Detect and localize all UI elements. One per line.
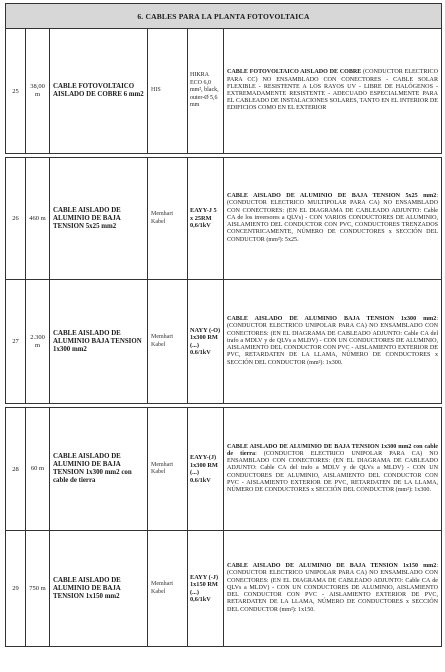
item-description (224, 408, 442, 531)
table-row (6, 408, 442, 531)
item-name: CABLE AISLADO DE ALUMINIO BAJA TENSION 1x300 mm2 (50, 280, 148, 404)
item-model: EAYY-(J) 1x300 RM (...) 0.6/1kV (188, 408, 224, 531)
description-heading: CABLE AISLADO DE ALUMINIO DE BAJA TENSION 1x150 mm2 (227, 563, 437, 570)
item-name: CABLE AISLADO DE ALUMINIO DE BAJA TENSION 1x300 mm2 con cable de tierra (50, 408, 148, 531)
item-number: 27 (6, 280, 26, 404)
description-heading: CABLE FOTOVOLTAICO AISLADO DE COBRE (227, 69, 362, 76)
item-description (224, 280, 442, 404)
item-quantity: 2.300 m (26, 280, 50, 404)
item-name: CABLE FOTOVOLTAICO AISLADO DE COBRE 6 mm2 (50, 29, 148, 154)
item-model: HIKRA ECO 6,0 mm², black, outer-Ø 5,6 mm (188, 29, 224, 154)
table-row (6, 280, 442, 404)
item-number: 25 (6, 29, 26, 154)
description-heading: CABLE AISLADO DE ALUMINIO DE BAJA TENSION 5x25 mm2 (227, 193, 437, 200)
item-quantity: 60 m (26, 408, 50, 531)
description-text: : (CONDUCTOR ELECTRICO MULTIPOLAR PARA CA) NO ENSAMBLADO CON CONECTORES: (EN EL DIAGRAMA DE CABLEADO ADJUNTO: Cable CA de los inversores a QLVs) - CON VARIOS CONDUCTORES DE ALUMINIO, AISLAMIENTO DEL CONDUCTOR CON PVC, CONDUCTORES TRENZADOS CONCENTRICAMENTE, NÚMERO DE CONDUCTORES x SECCIÓN DEL CONDUCTOR (mm²): 5x25. (227, 193, 439, 243)
item-model: EAYY (-J) 1x150 RM (...) 0,6/1kV (188, 531, 224, 647)
table-row (6, 531, 442, 647)
description-text: : (CONDUCTOR ELECTRICO UNIPOLAR PARA CA) NO ENSAMBLADO CON CONECTORES: (EN EL DIAGRAMA DE CABLEADO ADJUNTO: Cable CA del trafo a MDLV y de QLVs a MLDV) - CON UN CONDUCTORES DE ALUMINIO, AISLAMIENTO DEL CONDUCTOR CON PVC - AISLAMIENTO EXTERIOR DE PVC, RETARDATEN DE LA LLAMA, NÚMERO DE CONDUCTORES x SECCIÓN DEL CONDUCTOR (mm²): 1x300. (227, 316, 439, 366)
item-brand: Memhart Kabel (148, 531, 188, 647)
item-model: EAYY-J 5 x 25RM 0,6/1kV (188, 158, 224, 280)
item-number: 28 (6, 408, 26, 531)
description-heading: CABLE AISLADO DE ALUMINIO DE BAJA TENSION 1x300 mm2 con cable de tierra (227, 443, 439, 457)
description-heading: CABLE AISLADO DE ALUMINIO BAJA TENSION 1x300 mm2 (227, 316, 437, 323)
description-text: : (CONDUCTOR ELECTRICO UNIPOLAR PARA CA) NO ENSAMBLADO CON CONECTORES: (EN EL DIAGRAMA DE CABLEADO ADJUNTO: Cable CA de QLVs a MLDV) - CON UN CONDUCTORES DE ALUMINIO, AISLAMIENTO DEL CONDUCTOR CON PVC - AISLAMIENTO EXTERIOR DE PVC, RETARDATEN DE LA LLAMA, NÚMERO DE CONDUCTORES x SECCIÓN DEL CONDUCTOR (mm²): 1x150. (227, 563, 439, 613)
item-quantity: 38,00 m (26, 29, 50, 154)
item-description (224, 531, 442, 647)
item-number: 29 (6, 531, 26, 647)
item-description (224, 158, 442, 280)
item-description (224, 29, 442, 154)
item-brand: Memhart Kabel (148, 408, 188, 531)
item-model: NAYY (-O) 1x300 RM (...) 0.6/1kV (188, 280, 224, 404)
table-row (6, 158, 442, 280)
item-quantity: 750 m (26, 531, 50, 647)
item-brand: Memhart Kabel (148, 158, 188, 280)
item-quantity: 460 m (26, 158, 50, 280)
cables-table (5, 3, 442, 647)
table-row (6, 29, 442, 154)
item-brand: HIS (148, 29, 188, 154)
item-number: 26 (6, 158, 26, 280)
section-title: 6. CABLES PARA LA PLANTA FOTOVOLTAICA (6, 4, 442, 29)
item-name: CABLE AISLADO DE ALUMINIO DE BAJA TENSION 5x25 mm2 (50, 158, 148, 280)
item-name: CABLE AISLADO DE ALUMINIO DE BAJA TENSION 1x150 mm2 (50, 531, 148, 647)
description-text: (CONDUCTOR ELECTRICO PARA CC) NO ENSAMBLADO CON CONECTORES - CABLE SOLAR FLEXIBLE - RESISTENTE A LOS RAYOS UV - LIBRE DE HALÓGENOS - EXTREMADAMENTE RESISTENTE - ADECUADO ESPECIALMENTE PARA EL CABLEADO DE INSTALACIONES SOLARES, TANTO EN EL INTERIOR DE EDIFICIOS COMO EN EL EXTERIOR (227, 69, 439, 112)
item-brand: Memhart Kabel (148, 280, 188, 404)
description-text: : (CONDUCTOR ELECTRICO UNIPOLAR PARA CA) NO ENSAMBLADO CON CONECTORES: (EN EL DIAGRAMA DE CABLEADO ADJUNTO: Cable CA del trafo a MDLV y de QLVs a MLDV) - CON UN CONDUCTORES DE ALUMINIO, AISLAMIENTO DEL CONDUCTOR CON PVC - AISLAMIENTO EXTERIOR DE PVC, RETARDATEN DE LA LLAMA, NÚMERO DE CONDUCTORES x SECCIÓN DEL CONDUCTOR (mm²): 1x300. (227, 450, 439, 493)
section-header-row (6, 4, 442, 29)
